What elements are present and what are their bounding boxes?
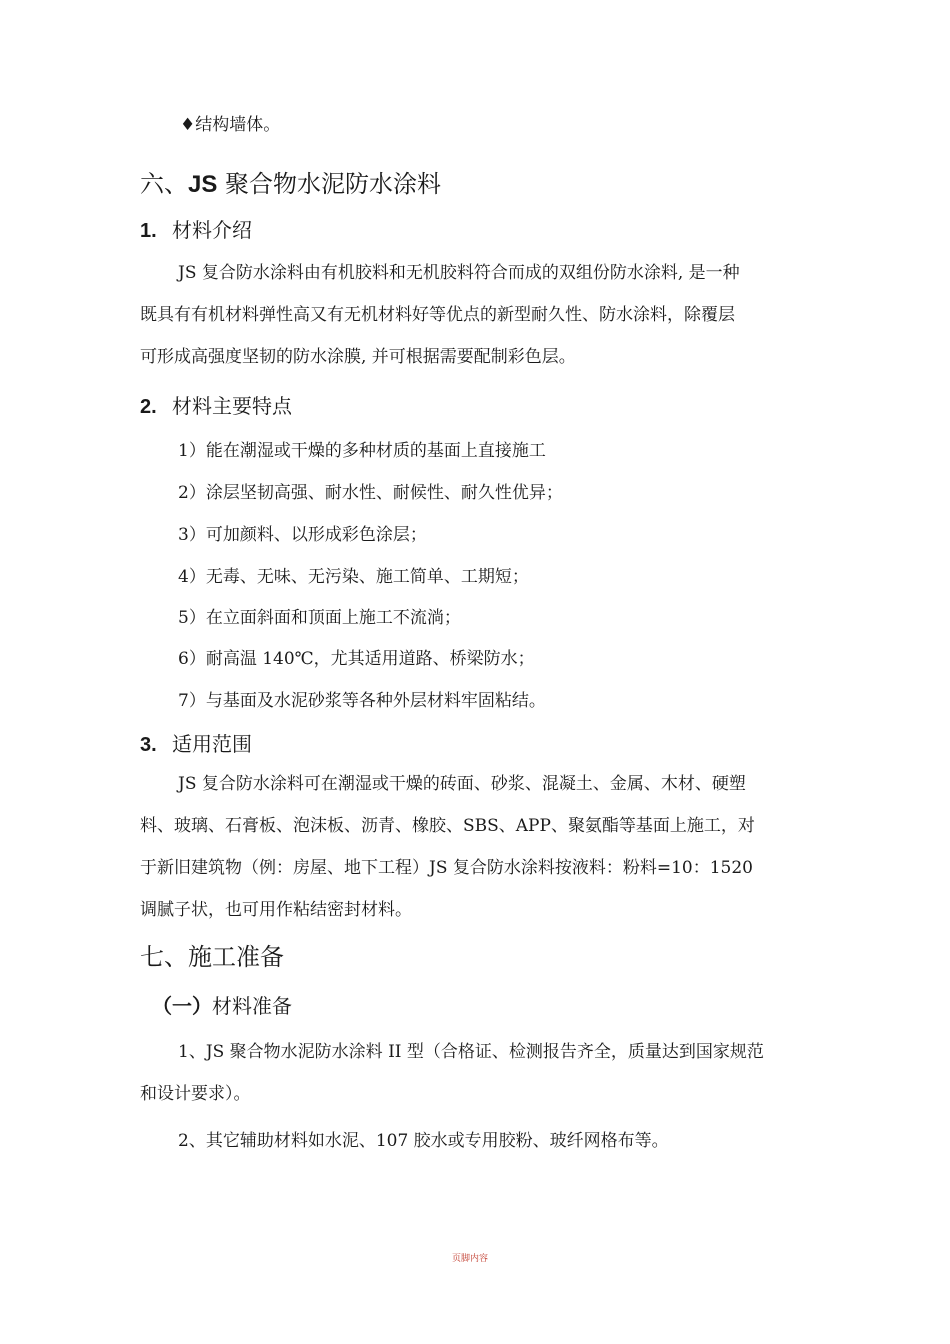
feature-item: 4）无毒、无味、无污染、施工简单、工期短； [178, 567, 529, 587]
feature-item: 3）可加颜料、以形成彩色涂层； [178, 525, 427, 545]
subsection-7-1-heading [140, 990, 820, 1019]
feature-item: 6）耐高温 140℃，尤其适用道路、桥梁防水； [178, 649, 535, 669]
section-7-heading: 七、施工准备 [140, 943, 284, 971]
subsection-1-number: 1. [140, 220, 157, 242]
paragraph-line: 既具有有机材料弹性高又有无机材料好等优点的新型耐久性、防水涂料，除覆层 [140, 305, 735, 325]
section-6-prefix: 六、 [140, 170, 188, 198]
paragraph-line: JS 复合防水涂料由有机胶料和无机胶料符合而成的双组份防水涂料, 是一种 [178, 263, 740, 283]
feature-item: 7）与基面及水泥砂浆等各种外层材料牢固粘结。 [178, 691, 546, 711]
subsection-3-title: 适用范围 [172, 732, 252, 756]
feature-item: 2）涂层坚韧高强、耐水性、耐候性、耐久性优异； [178, 483, 563, 503]
feature-item: 5）在立面斜面和顶面上施工不流淌； [178, 608, 461, 628]
subsection-2-heading [140, 390, 820, 419]
paragraph-line: 于新旧建筑物（例：房屋、地下工程）JS 复合防水涂料按液料：粉料=10：1520 [140, 858, 754, 878]
subsection-1-title: 材料介绍 [172, 218, 252, 242]
paragraph-line: 调腻子状，也可用作粘结密封材料。 [140, 900, 412, 920]
section-6-title: 聚合物水泥防水涂料 [217, 170, 441, 198]
bullet-line: ♦结构墙体。 [180, 115, 281, 135]
material-intro-paragraph [140, 252, 820, 378]
paragraph-line: 1、JS 聚合物水泥防水涂料 II 型（合格证、检测报告齐全，质量达到国家规范 [178, 1042, 764, 1062]
subsection-3-heading [140, 728, 820, 757]
subsection-2-title: 材料主要特点 [172, 394, 292, 418]
feature-item: 1）能在潮湿或干燥的多种材质的基面上直接施工 [178, 441, 546, 461]
section-6-bold: JS [188, 171, 218, 198]
paragraph-line: 可形成高强度坚韧的防水涂膜, 并可根据需要配制彩色层。 [140, 347, 576, 367]
paragraph-line: 和设计要求）。 [140, 1084, 251, 1104]
subsection-3-number: 3. [140, 734, 157, 756]
subsection-2-number: 2. [140, 396, 157, 418]
paragraph-line: JS 复合防水涂料可在潮湿或干燥的砖面、砂浆、混凝土、金属、木材、硬塑 [178, 774, 746, 794]
paragraph-line: 料、玻璃、石膏板、泡沫板、沥青、橡胶、SBS、APP、聚氨酯等基面上施工，对 [140, 816, 755, 836]
material-prep-paragraph-1 [140, 1031, 820, 1115]
section-6-heading [140, 164, 820, 199]
application-scope-paragraph [140, 763, 820, 931]
subsection-7-1-title: 材料准备 [212, 994, 292, 1018]
page-footer: 页脚内容 [452, 1254, 489, 1264]
subsection-7-1-number: （一） [152, 994, 212, 1018]
subsection-1-heading [140, 214, 820, 243]
material-prep-paragraph-2: 2、其它辅助材料如水泥、107 胶水或专用胶粉、玻纤网格布等。 [178, 1131, 669, 1151]
